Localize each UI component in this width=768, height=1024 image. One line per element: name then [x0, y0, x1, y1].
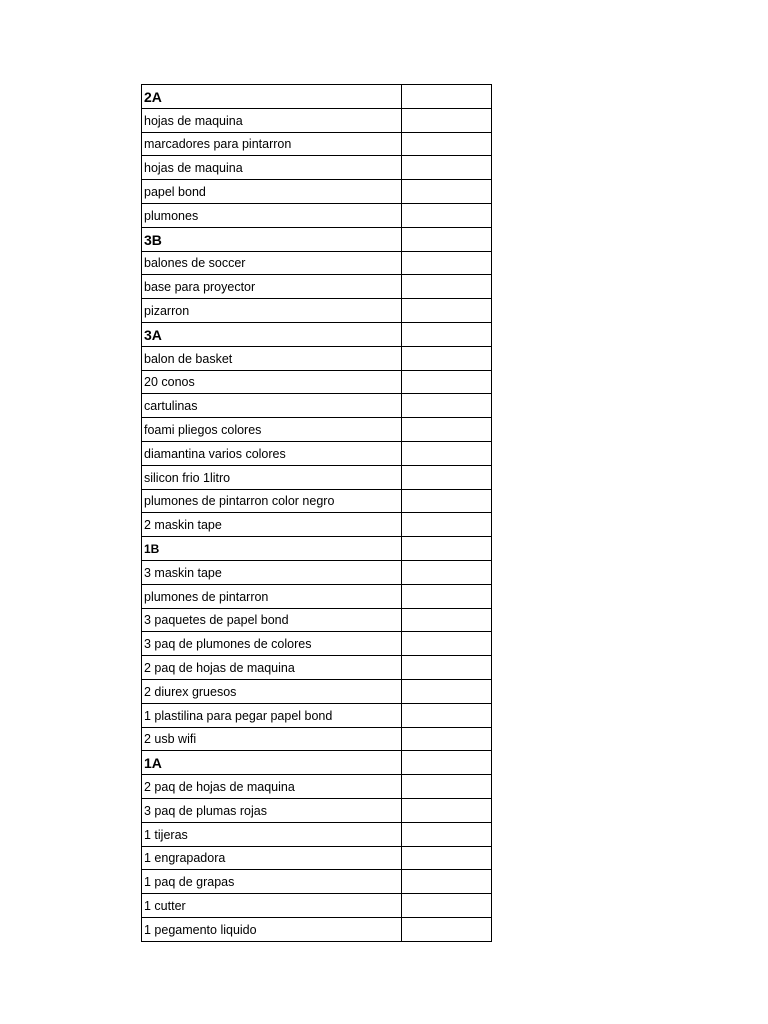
- group-label-cell[interactable]: 1A: [142, 751, 402, 775]
- table-row: [142, 513, 492, 537]
- item-cell[interactable]: diamantina varios colores: [142, 441, 402, 465]
- empty-cell[interactable]: [402, 465, 492, 489]
- empty-cell[interactable]: [402, 180, 492, 204]
- item-cell[interactable]: hojas de maquina: [142, 156, 402, 180]
- item-cell[interactable]: cartulinas: [142, 394, 402, 418]
- table-row: [142, 632, 492, 656]
- item-cell[interactable]: base para proyector: [142, 275, 402, 299]
- empty-cell[interactable]: [402, 251, 492, 275]
- group-label-cell[interactable]: 3A: [142, 322, 402, 346]
- item-cell[interactable]: hojas de maquina: [142, 108, 402, 132]
- empty-cell[interactable]: [402, 727, 492, 751]
- empty-cell[interactable]: [402, 894, 492, 918]
- table-row: [142, 917, 492, 941]
- item-cell[interactable]: balon de basket: [142, 346, 402, 370]
- table-row: [142, 180, 492, 204]
- item-cell[interactable]: silicon frio 1litro: [142, 465, 402, 489]
- item-cell[interactable]: 2 maskin tape: [142, 513, 402, 537]
- item-cell[interactable]: 3 paq de plumones de colores: [142, 632, 402, 656]
- empty-cell[interactable]: [402, 394, 492, 418]
- item-cell[interactable]: 1 tijeras: [142, 822, 402, 846]
- empty-cell[interactable]: [402, 703, 492, 727]
- item-cell[interactable]: 3 paquetes de papel bond: [142, 608, 402, 632]
- table-row: [142, 299, 492, 323]
- table-row: [142, 489, 492, 513]
- empty-cell[interactable]: [402, 370, 492, 394]
- empty-cell[interactable]: [402, 537, 492, 561]
- group-header-row: [142, 322, 492, 346]
- empty-cell[interactable]: [402, 917, 492, 941]
- item-cell[interactable]: 3 maskin tape: [142, 560, 402, 584]
- empty-cell[interactable]: [402, 632, 492, 656]
- empty-cell[interactable]: [402, 584, 492, 608]
- table-row: [142, 156, 492, 180]
- item-cell[interactable]: 3 paq de plumas rojas: [142, 798, 402, 822]
- empty-cell[interactable]: [402, 560, 492, 584]
- table-row: [142, 822, 492, 846]
- item-cell[interactable]: 20 conos: [142, 370, 402, 394]
- empty-cell[interactable]: [402, 608, 492, 632]
- empty-cell[interactable]: [402, 418, 492, 442]
- empty-cell[interactable]: [402, 203, 492, 227]
- table-row: [142, 798, 492, 822]
- table-row: [142, 251, 492, 275]
- table-row: [142, 584, 492, 608]
- table-row: [142, 394, 492, 418]
- table-row: [142, 775, 492, 799]
- empty-cell[interactable]: [402, 156, 492, 180]
- item-cell[interactable]: 2 diurex gruesos: [142, 679, 402, 703]
- empty-cell[interactable]: [402, 346, 492, 370]
- empty-cell[interactable]: [402, 751, 492, 775]
- item-cell[interactable]: 2 usb wifi: [142, 727, 402, 751]
- item-cell[interactable]: 1 pegamento liquido: [142, 917, 402, 941]
- item-cell[interactable]: 2 paq de hojas de maquina: [142, 775, 402, 799]
- table-row: [142, 560, 492, 584]
- item-cell[interactable]: 1 plastilina para pegar papel bond: [142, 703, 402, 727]
- empty-cell[interactable]: [402, 846, 492, 870]
- table-row: [142, 656, 492, 680]
- table-row: [142, 465, 492, 489]
- supply-list-body: [142, 85, 492, 942]
- empty-cell[interactable]: [402, 441, 492, 465]
- empty-cell[interactable]: [402, 679, 492, 703]
- table-row: [142, 275, 492, 299]
- item-cell[interactable]: 1 cutter: [142, 894, 402, 918]
- table-row: [142, 727, 492, 751]
- empty-cell[interactable]: [402, 227, 492, 251]
- item-cell[interactable]: 1 paq de grapas: [142, 870, 402, 894]
- table-row: [142, 370, 492, 394]
- table-row: [142, 132, 492, 156]
- table-row: [142, 418, 492, 442]
- item-cell[interactable]: plumones de pintarron color negro: [142, 489, 402, 513]
- item-cell[interactable]: foami pliegos colores: [142, 418, 402, 442]
- item-cell[interactable]: balones de soccer: [142, 251, 402, 275]
- group-label-cell[interactable]: 1B: [142, 537, 402, 561]
- empty-cell[interactable]: [402, 108, 492, 132]
- empty-cell[interactable]: [402, 822, 492, 846]
- table-row: [142, 894, 492, 918]
- table-row: [142, 608, 492, 632]
- table-row: [142, 870, 492, 894]
- group-header-row: [142, 537, 492, 561]
- empty-cell[interactable]: [402, 513, 492, 537]
- table-row: [142, 108, 492, 132]
- table-row: [142, 703, 492, 727]
- group-header-row: [142, 227, 492, 251]
- table-row: [142, 346, 492, 370]
- item-cell[interactable]: pizarron: [142, 299, 402, 323]
- group-header-row: [142, 751, 492, 775]
- empty-cell[interactable]: [402, 132, 492, 156]
- empty-cell[interactable]: [402, 275, 492, 299]
- item-cell[interactable]: papel bond: [142, 180, 402, 204]
- table-row: [142, 203, 492, 227]
- item-cell[interactable]: marcadores para pintarron: [142, 132, 402, 156]
- empty-cell[interactable]: [402, 85, 492, 109]
- empty-cell[interactable]: [402, 775, 492, 799]
- group-header-row: [142, 85, 492, 109]
- empty-cell[interactable]: [402, 870, 492, 894]
- empty-cell[interactable]: [402, 299, 492, 323]
- item-cell[interactable]: plumones: [142, 203, 402, 227]
- item-cell[interactable]: 1 engrapadora: [142, 846, 402, 870]
- table-row: [142, 679, 492, 703]
- group-label-cell[interactable]: 2A: [142, 85, 402, 109]
- supply-list-table: [141, 84, 492, 942]
- group-label-cell[interactable]: 3B: [142, 227, 402, 251]
- empty-cell[interactable]: [402, 798, 492, 822]
- table-row: [142, 441, 492, 465]
- item-cell[interactable]: 2 paq de hojas de maquina: [142, 656, 402, 680]
- empty-cell[interactable]: [402, 322, 492, 346]
- item-cell[interactable]: plumones de pintarron: [142, 584, 402, 608]
- empty-cell[interactable]: [402, 489, 492, 513]
- empty-cell[interactable]: [402, 656, 492, 680]
- table-row: [142, 846, 492, 870]
